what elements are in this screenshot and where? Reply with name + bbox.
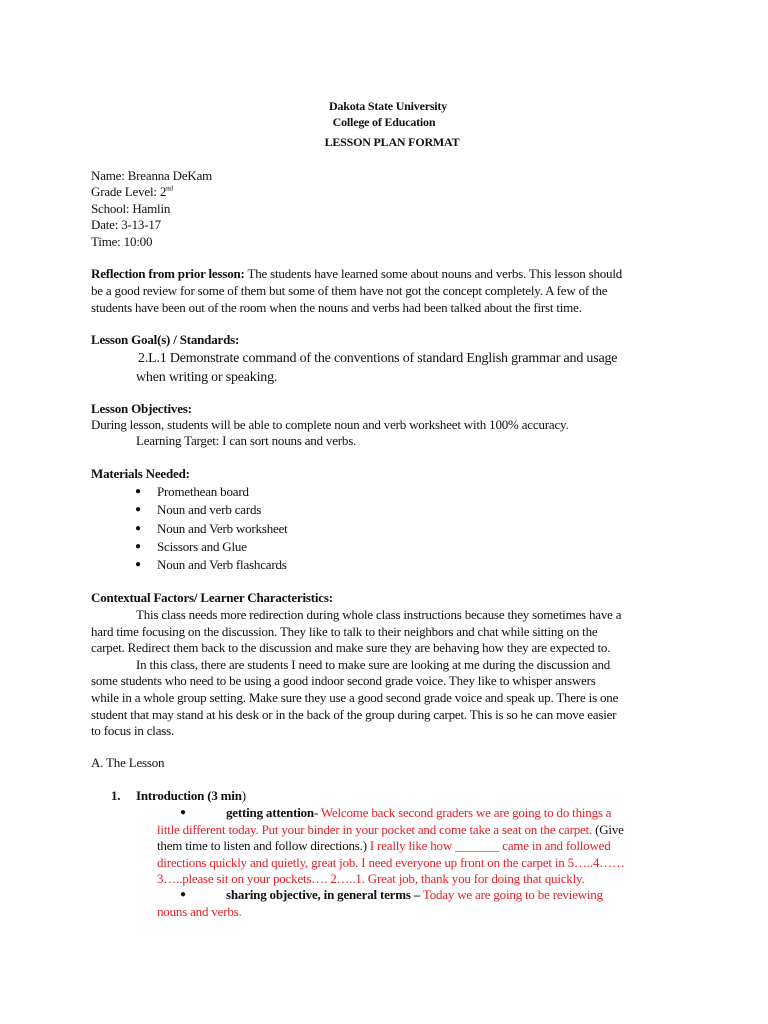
contextual-line: while in a whole group setting. Make sure they use a good second grade voice and speak up. There is one: [91, 690, 619, 705]
materials-item: Noun and verb cards: [157, 502, 262, 517]
objective-line-1: [226, 887, 603, 903]
bullet-icon: ●: [135, 523, 141, 534]
bullet-icon: ●: [180, 807, 186, 818]
grade-line: [91, 184, 173, 200]
objective-speech-1: Today we are going to be reviewing: [420, 887, 603, 902]
materials-item: Promethean board: [157, 484, 249, 499]
date-line: Date: 3-13-17: [91, 217, 161, 232]
materials-item: Scissors and Glue: [157, 539, 247, 554]
bullet-icon: ●: [180, 889, 186, 900]
contextual-line: some students who need to be using a good indoor second grade voice. They like to whisper answers: [91, 673, 596, 688]
attention-line-1: [226, 805, 611, 821]
objectives-line-2: Learning Target: I can sort nouns and verbs.: [136, 433, 357, 448]
contextual-line: carpet. Redirect them back to the discussion and make sure they are behaving how they are expected to.: [91, 640, 611, 655]
objective-heading: sharing objective, in general terms –: [226, 887, 421, 902]
university-title: Dakota State University: [328, 99, 448, 113]
reflection-text-1: The students have learned some about nouns and verbs. This lesson should: [244, 266, 623, 281]
materials-item: Noun and Verb worksheet: [157, 521, 288, 536]
reflection-heading: Reflection from prior lesson:: [91, 266, 245, 281]
attention-dash: -: [313, 805, 321, 820]
objective-line-2: nouns and verbs.: [157, 904, 242, 919]
attention-speech-2: little different today. Put your binder in your pocket and come take a seat on the carpet.: [157, 822, 593, 837]
college-title: College of Education: [332, 115, 436, 129]
lesson-section-label: A. The Lesson: [91, 755, 165, 770]
goals-heading: Lesson Goal(s) / Standards:: [91, 332, 240, 347]
materials-heading: Materials Needed:: [91, 466, 190, 481]
attention-line-3: [157, 838, 611, 854]
objectives-heading: Lesson Objectives:: [91, 401, 192, 416]
attention-line-4: directions quickly and quietly, great job. I need everyone up front on the carpet in 5…..4……: [157, 855, 625, 870]
goals-standard-line-1: 2.L.1 Demonstrate command of the conventions of standard English grammar and usage: [138, 351, 618, 366]
contextual-heading: Contextual Factors/ Learner Characteristics:: [91, 590, 333, 605]
reflection-line-1: [91, 266, 622, 282]
attention-note-1: (Give: [592, 822, 624, 837]
intro-paren: ): [241, 788, 246, 803]
attention-line-5: 3…..please sit on your pockets…. 2…..1. Great job, thank you for doing that quickly.: [157, 871, 585, 886]
school-line: School: Hamlin: [91, 201, 171, 216]
intro-heading: Introduction (3 min: [136, 788, 242, 803]
attention-speech-1: Welcome back second graders we are going to do things a: [320, 805, 612, 820]
reflection-line-2: be a good review for some of them but some of them have not got the concept completely. A few of the: [91, 283, 608, 298]
bullet-icon: ●: [135, 504, 141, 515]
contextual-line: In this class, there are students I need to make sure are looking at me during the discussion and: [136, 657, 611, 672]
bullet-icon: ●: [135, 559, 141, 570]
attention-heading: getting attention: [226, 805, 314, 820]
contextual-line: This class needs more redirection during whole class instructions because they sometimes have a: [136, 607, 622, 622]
attention-line-2: [157, 822, 624, 838]
time-line: Time: 10:00: [91, 234, 153, 249]
bullet-icon: ●: [135, 541, 141, 552]
grade-text: Grade Level: 2: [91, 184, 167, 199]
objectives-line-1: During lesson, students will be able to complete noun and verb worksheet with 100% accuracy.: [91, 417, 569, 432]
contextual-line: hard time focusing on the discussion. They like to talk to their neighbors and chat while sitting on the: [91, 624, 598, 639]
attention-note-2: them time to listen and follow directions.): [157, 838, 367, 853]
intro-number: 1.: [111, 788, 121, 803]
name-line: Name: Breanna DeKam: [91, 168, 213, 183]
materials-item: Noun and Verb flashcards: [157, 557, 287, 572]
attention-speech-3: I really like how _______ came in and followed: [366, 838, 611, 853]
format-title: LESSON PLAN FORMAT: [324, 135, 460, 149]
contextual-line: student that may stand at his desk or in the back of the group during carpet. This is so he can move easier: [91, 707, 617, 722]
contextual-line: to focus in class.: [91, 723, 175, 738]
bullet-icon: ●: [135, 486, 141, 497]
intro-heading-line: [136, 788, 246, 804]
goals-standard-line-2: when writing or speaking.: [136, 370, 278, 385]
reflection-line-3: students have been out of the room when the nouns and verbs had been talked about the first time.: [91, 300, 582, 315]
grade-sup: nd: [166, 184, 173, 193]
